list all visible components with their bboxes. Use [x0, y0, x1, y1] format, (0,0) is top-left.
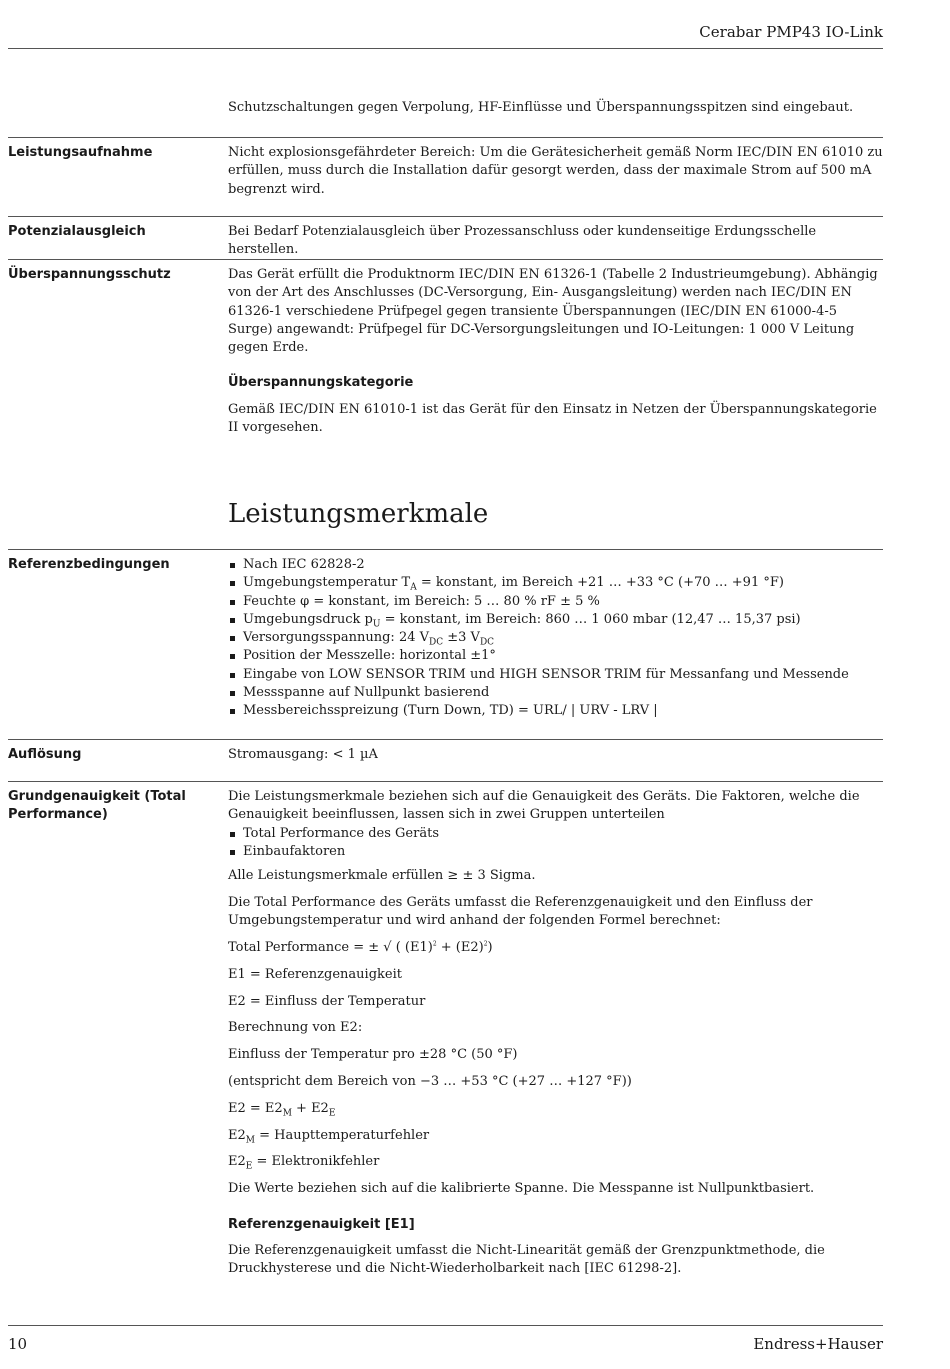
- section-grundgenauigkeit: [8, 781, 883, 1277]
- section-label: Potenzialausgleich: [8, 224, 146, 239]
- section-label: Referenzbedingungen: [8, 557, 170, 572]
- list-item: Umgebungsdruck $p_U$ = konstant, im Bereich: 860 … 1 060 mbar (12,47 … 15,37 psi): [228, 611, 883, 629]
- list-item: Eingabe von LOW SENSOR TRIM und HIGH SENSOR TRIM für Messanfang und Messende: [228, 666, 883, 684]
- section-text: Die Referenzgenauigkeit umfasst die Nicht-Linearität gemäß der Grenzpunktmethode, die Druckhysterese und die Nicht-Wiederholbarkeit nach [IEC 61298-2].: [228, 1242, 825, 1277]
- list-item: Position der Messzelle: horizontal ±1°: [228, 647, 883, 665]
- list-item: Umgebungstemperatur $T_A$ = konstant, im Bereich +21 … +33 °C (+70 … +91 °F): [228, 574, 883, 592]
- section-text: Die Werte beziehen sich auf die kalibrierte Spanne. Die Messpanne ist Nullpunktbasiert.: [228, 1181, 815, 1197]
- section-text: Berechnung von E2:: [228, 1020, 363, 1036]
- document-header-title: Cerabar PMP43 IO-Link: [699, 23, 883, 41]
- page-number: 10: [8, 1335, 28, 1353]
- list-item: Nach IEC 62828-2: [228, 556, 883, 574]
- section-text: Bei Bedarf Potenzialausgleich über Prozessanschluss oder kundenseitige Erdungsschelle herstellen.: [228, 224, 817, 258]
- list-item: Messbereichsspreizung (Turn Down, TD) = URL/ | URV - LRV |: [228, 702, 883, 720]
- reference-conditions-list: [228, 556, 883, 721]
- section-text: Einfluss der Temperatur pro ±28 °C (50 °F): [228, 1047, 518, 1063]
- subheading: Überspannungskategorie: [228, 375, 414, 391]
- chapter-heading: Leistungsmerkmale: [228, 499, 489, 529]
- intro-text: Schutzschaltungen gegen Verpolung, HF-Einflüsse und Überspannungsspitzen sind eingebaut.: [228, 100, 854, 115]
- section-text: Stromausgang: < 1 µA: [228, 747, 378, 762]
- list-item: Feuchte φ = konstant, im Bereich: 5 … 80 % rF ± 5 %: [228, 593, 883, 611]
- section-label: Grundgenauigkeit (Total Performance): [8, 789, 186, 823]
- subheading: Referenzgenauigkeit [E1]: [228, 1216, 415, 1232]
- formula: Total Performance = ± √ ( $(E1)^2 + (E2)^2$): [228, 940, 493, 956]
- section-label: Überspannungsschutz: [8, 267, 171, 282]
- section-leistungsaufnahme: [8, 137, 883, 197]
- footer-brand: Endress+Hauser: [753, 1335, 883, 1353]
- section-potenzialausgleich: [8, 216, 883, 258]
- section-text: Die Total Performance des Geräts umfasst die Referenzgenauigkeit und den Einfluss der Umgebungstemperatur und wird anhand der folgenden Formel berechnet:: [228, 894, 813, 929]
- section-label: Auflösung: [8, 747, 82, 762]
- section-text: Gemäß IEC/DIN EN 61010-1 ist das Gerät für den Einsatz in Netzen der Überspannungskategorie II vorgesehen.: [228, 401, 877, 436]
- section-aufloesung: [8, 739, 883, 762]
- section-label: Leistungsaufnahme: [8, 145, 153, 160]
- section-text: (entspricht dem Bereich von −3 … +53 °C (+27 … +127 °F)): [228, 1074, 632, 1090]
- formula: $E2_E$ = Elektronikfehler: [228, 1154, 380, 1173]
- list-item: Einbaufaktoren: [228, 843, 883, 861]
- section-text: Nicht explosionsgefährdeter Bereich: Um die Gerätesicherheit gemäß Norm IEC/DIN EN 61010 zu erfüllen, muss durch die Installation dafür gesorgt werden, dass der maximale Strom auf 500 mA begrenzt wird.: [228, 145, 883, 197]
- header-divider: [8, 48, 883, 49]
- section-text: Alle Leistungsmerkmale erfüllen ≥ ± 3 Sigma.: [228, 868, 536, 884]
- section-ueberspannungsschutz: [8, 259, 883, 436]
- accuracy-groups-list: [228, 825, 883, 862]
- list-item: Messspanne auf Nullpunkt basierend: [228, 684, 883, 702]
- formula: $E2 = E2_M + E2_E$: [228, 1100, 336, 1119]
- section-text: E1 = Referenzgenauigkeit: [228, 966, 402, 982]
- section-text: Das Gerät erfüllt die Produktnorm IEC/DIN EN 61326-1 (Tabelle 2 Industrieumgebung). Abhängig von der Art des Anschlusses (DC-Versorgung, Ein- Ausgangsleitung) werden nach IEC/DIN EN 61326-1 verschiedene Prüfpegel gegen transiente Überspannungen (IEC/DIN EN 61000-4-5 Surge) angewandt: Prüfpegel für DC-Versorgungsleitungen und IO-Leitungen: 1 000 V Leitung gegen Erde.: [228, 267, 878, 356]
- list-item: Versorgungsspannung: 24 $V_{DC} \pm 3$ $V_{DC}$: [228, 629, 883, 647]
- section-text: Die Leistungsmerkmale beziehen sich auf die Genauigkeit des Geräts. Die Faktoren, welche die Genauigkeit beeinflussen, lassen sich in zwei Gruppen unterteilen: [228, 789, 860, 823]
- footer-divider: [8, 1325, 883, 1326]
- section-text: E2 = Einfluss der Temperatur: [228, 993, 426, 1009]
- list-item: Total Performance des Geräts: [228, 825, 883, 843]
- formula: $E2_M$ = Haupttemperaturfehler: [228, 1127, 430, 1146]
- section-referenzbedingungen: [8, 549, 883, 719]
